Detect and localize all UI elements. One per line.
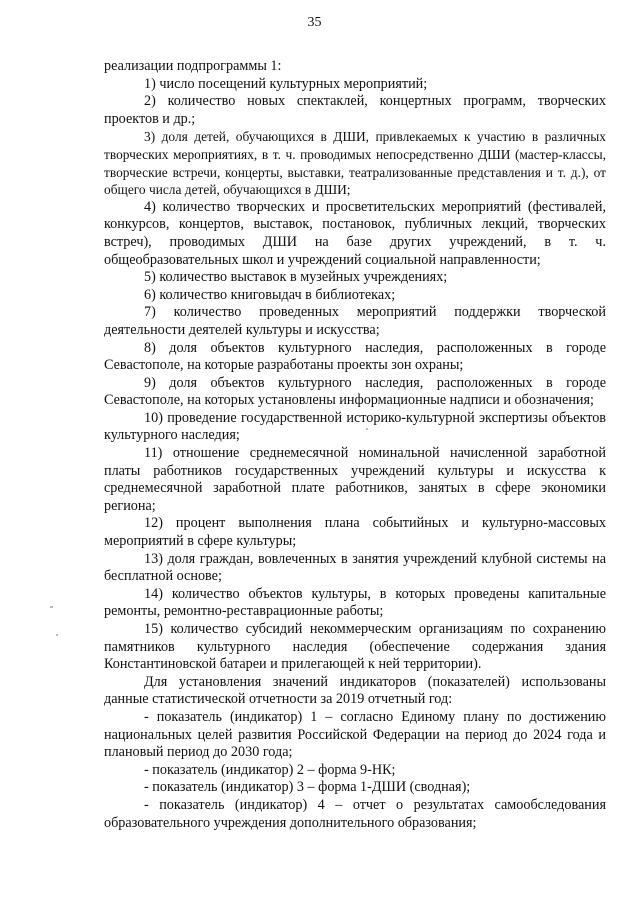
source-indicator-2: - показатель (индикатор) 2 – форма 9-НК; bbox=[144, 761, 396, 778]
indicator-12: 12) процент выполнения плана событийных и культурно-массовых мероприятий в сфере культуры; bbox=[104, 515, 606, 550]
indicator-11: 11) отношение среднемесячной номинальной начисленной заработной платы работников государственных учреждений культуры и искусства к среднемесячной заработной плате работников, занятых в сфере экономики региона; bbox=[104, 445, 606, 514]
indicator-15: 15) количество субсидий некоммерческим организациям по сохранению памятников культурного наследия (обеспечение содержания здания Константиновской батареи и прилегающей к ней территории). bbox=[104, 621, 606, 673]
indicator-3: 3) доля детей, обучающихся в ДШИ, привлекаемых к участию в различных творческих мероприятиях, в т. ч. проводимых непосредственно ДШИ (мастер-классы, творческие встречи, концерты, выставки, театрализованные представления и т. д.), от общего числа детей, обучающихся в ДШИ; bbox=[104, 129, 606, 198]
indicator-13: 13) доля граждан, вовлеченных в занятия учреждений клубной системы на бесплатной основе; bbox=[104, 550, 606, 585]
scan-speck bbox=[366, 428, 368, 430]
indicator-8: 8) доля объектов культурного наследия, расположенных в городе Севастополе, на которые разработаны проекты зон охраны; bbox=[104, 339, 606, 374]
page-number: 35 bbox=[307, 15, 322, 30]
scan-speck bbox=[50, 606, 53, 608]
document-body bbox=[104, 58, 606, 832]
indicator-1: 1) число посещений культурных мероприятий; bbox=[144, 75, 428, 92]
source-indicator-4: - показатель (индикатор) 4 – отчет о результатах самообследования образовательного учреждения дополнительного образования; bbox=[104, 796, 606, 831]
indicator-5: 5) количество выставок в музейных учреждениях; bbox=[144, 269, 448, 286]
indicator-14: 14) количество объектов культуры, в которых проведены капитальные ремонты, ремонтно-реставрационные работы; bbox=[104, 585, 606, 620]
intro-line: реализации подпрограммы 1: bbox=[104, 58, 282, 74]
statistics-intro: Для установления значений индикаторов (показателей) использованы данные статистической отчетности за 2019 отчетный год: bbox=[104, 673, 606, 708]
indicator-9: 9) доля объектов культурного наследия, расположенных в городе Севастополе, на которых установлены информационные надписи и обозначения; bbox=[104, 374, 606, 409]
source-indicator-3: - показатель (индикатор) 3 – форма 1-ДШИ (сводная); bbox=[144, 779, 471, 796]
indicator-10: 10) проведение государственной историко-культурной экспертизы объектов культурного наследия; bbox=[104, 409, 606, 444]
indicator-4: 4) количество творческих и просветительских мероприятий (фестивалей, конкурсов, концертов, выставок, постановок, публичных лекций, творческих встреч), проводимых ДШИ на базе других учреждений, в т. ч. общеобразовательных школ и учреждений социальной направленности; bbox=[104, 198, 606, 268]
indicator-7: 7) количество проведенных мероприятий поддержки творческой деятельности деятелей культуры и искусства; bbox=[104, 304, 606, 338]
source-indicator-1: - показатель (индикатор) 1 – согласно Единому плану по достижению национальных целей развития Российской Федерации на период до 2024 года и плановый период до 2030 года; bbox=[104, 708, 606, 761]
indicator-2: 2) количество новых спектаклей, концертных программ, творческих проектов и др.; bbox=[104, 93, 606, 127]
scan-speck bbox=[56, 634, 58, 636]
indicator-6: 6) количество книговыдач в библиотеках; bbox=[144, 286, 396, 303]
